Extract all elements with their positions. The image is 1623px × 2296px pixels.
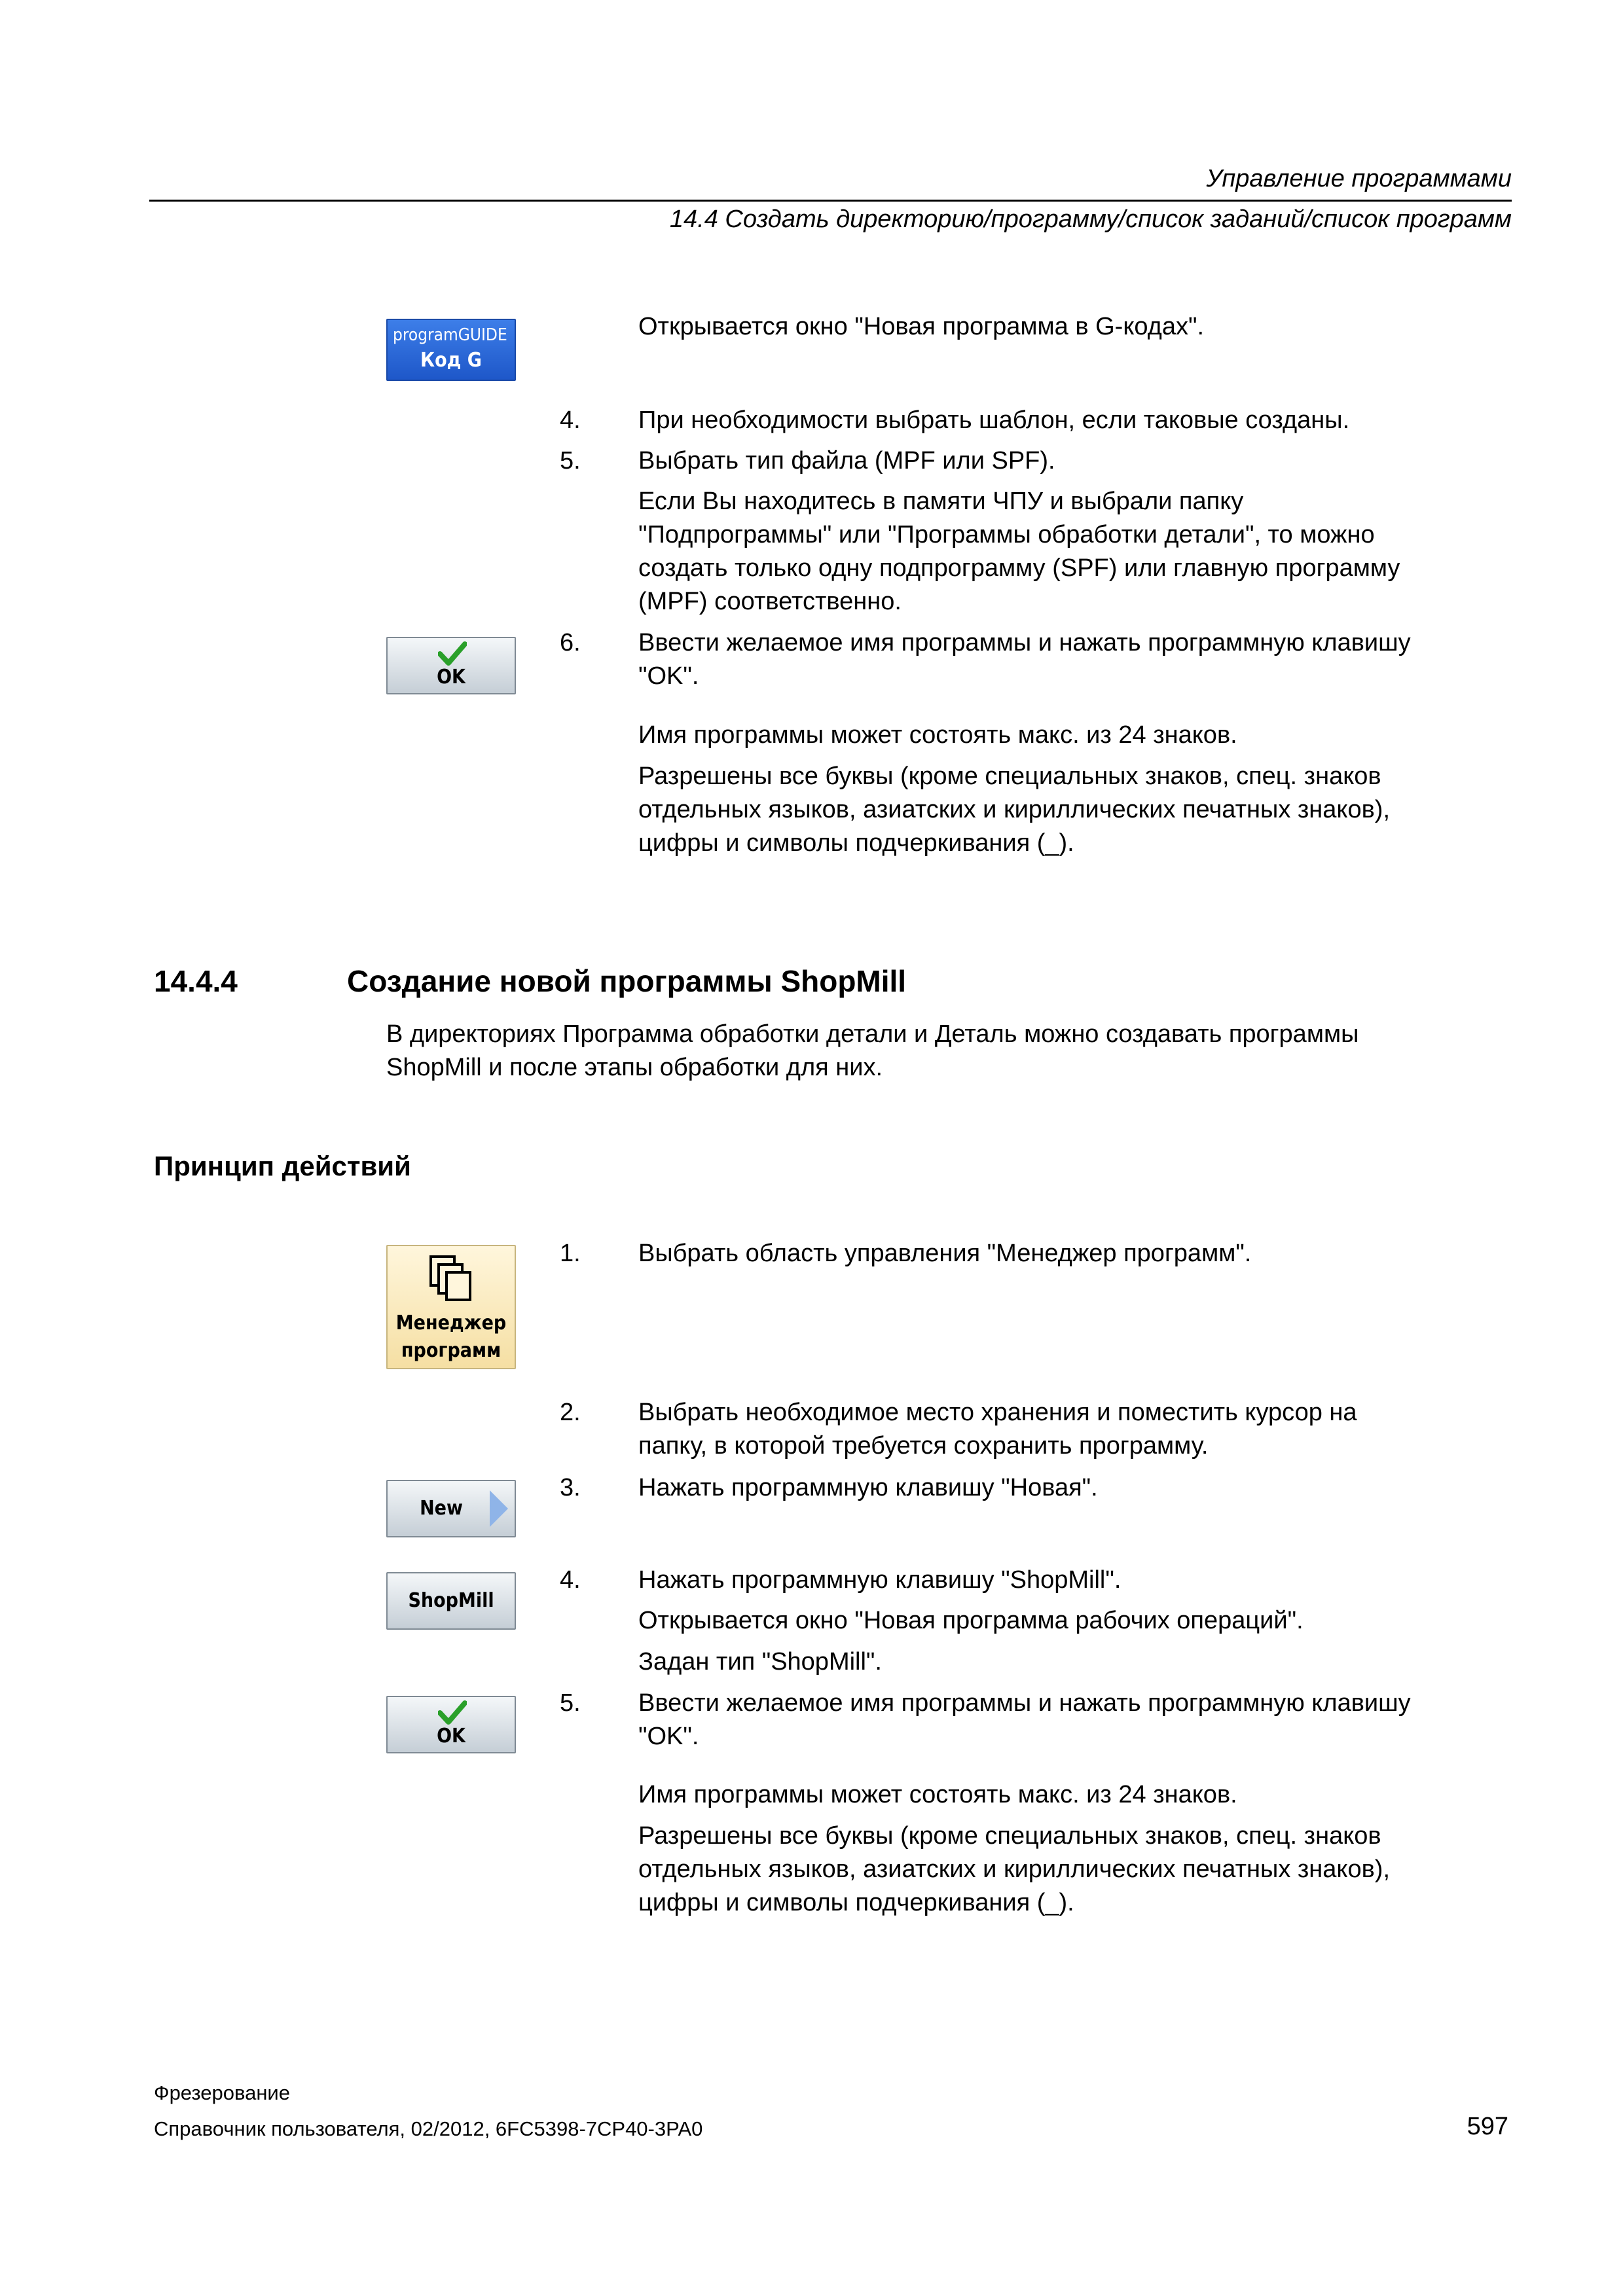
step-text: При необходимости выбрать шаблон, если таковые созданы. bbox=[638, 406, 1350, 434]
step-text: "OK". bbox=[638, 662, 699, 690]
note: Разрешены все буквы (кроме специальных знаков, спец. знаков bbox=[638, 762, 1381, 790]
section-number: 14.4.4 bbox=[154, 964, 238, 998]
step-text: Нажать программную клавишу "Новая". bbox=[638, 1474, 1098, 1501]
note: Имя программы может состоять макс. из 24 знаков. bbox=[638, 1781, 1237, 1808]
note: отдельных языков, азиатских и кириллических печатных знаков), bbox=[638, 1856, 1390, 1883]
step-number: 5. bbox=[560, 447, 581, 475]
step-text: Задан тип "ShopMill". bbox=[638, 1648, 882, 1676]
running-header-section: 14.4 Создать директорию/программу/список заданий/список программ bbox=[669, 206, 1512, 233]
note: цифры и символы подчеркивания (_). bbox=[638, 829, 1074, 857]
step-text: Ввести желаемое имя программы и нажать программную клавишу bbox=[638, 629, 1411, 656]
step-text: Ввести желаемое имя программы и нажать программную клавишу bbox=[638, 1689, 1411, 1717]
step-text: Нажать программную клавишу "ShopMill". bbox=[638, 1566, 1122, 1594]
note: отдельных языков, азиатских и кириллических печатных знаков), bbox=[638, 796, 1390, 823]
softkey-label: OK bbox=[437, 666, 465, 689]
softkey-label: ShopMill bbox=[408, 1589, 494, 1612]
header-rule bbox=[149, 200, 1512, 202]
softkey-label: OK bbox=[437, 1725, 465, 1748]
step-number: 1. bbox=[560, 1240, 581, 1267]
step-text: создать только одну подпрограмму (SPF) или главную программу bbox=[638, 554, 1400, 582]
note: Имя программы может состоять макс. из 24 знаков. bbox=[638, 721, 1237, 749]
step-number: 4. bbox=[560, 1566, 581, 1594]
section-intro: В директориях Программа обработки детали и Деталь можно создавать программы bbox=[386, 1020, 1359, 1048]
step-number: 2. bbox=[560, 1399, 581, 1426]
step-text: "OK". bbox=[638, 1723, 699, 1750]
running-header-chapter: Управление программами bbox=[1206, 165, 1512, 192]
program-manager-softkey[interactable] bbox=[386, 1245, 516, 1369]
shopmill-softkey[interactable] bbox=[386, 1572, 516, 1630]
step-number: 6. bbox=[560, 629, 581, 656]
step-text: Если Вы находитесь в памяти ЧПУ и выбрали папку bbox=[638, 488, 1244, 515]
step-text: Выбрать область управления "Менеджер программ". bbox=[638, 1240, 1252, 1267]
checkmark-icon bbox=[438, 641, 467, 667]
softkey-label: New bbox=[420, 1497, 463, 1520]
step-number: 3. bbox=[560, 1474, 581, 1501]
programguide-gcode-softkey[interactable] bbox=[386, 319, 516, 381]
section-title: Создание новой программы ShopMill bbox=[347, 964, 907, 998]
arrow-right-icon bbox=[487, 1488, 511, 1530]
documents-icon bbox=[428, 1254, 474, 1302]
ok-softkey[interactable] bbox=[386, 1696, 516, 1753]
note: Разрешены все буквы (кроме специальных знаков, спец. знаков bbox=[638, 1822, 1381, 1850]
softkey-label: Код G bbox=[420, 349, 482, 372]
step-number: 5. bbox=[560, 1689, 581, 1717]
softkey-label: программ bbox=[401, 1339, 501, 1362]
new-softkey[interactable] bbox=[386, 1480, 516, 1537]
checkmark-icon bbox=[438, 1700, 467, 1726]
page-number: 597 bbox=[1467, 2113, 1508, 2140]
step-text: Открывается окно "Новая программа рабочих операций". bbox=[638, 1607, 1304, 1634]
footer-product: Фрезерование bbox=[154, 2081, 290, 2104]
step-text: Выбрать тип файла (MPF или SPF). bbox=[638, 447, 1055, 475]
ok-softkey[interactable] bbox=[386, 637, 516, 694]
step-text: папку, в которой требуется сохранить программу. bbox=[638, 1432, 1209, 1460]
step-text: (MPF) соответственно. bbox=[638, 588, 902, 615]
step-text: "Подпрограммы" или "Программы обработки детали", то можно bbox=[638, 521, 1375, 548]
softkey-label: Менеджер bbox=[395, 1312, 507, 1335]
step-number: 4. bbox=[560, 406, 581, 434]
paragraph: Открывается окно "Новая программа в G-кодах". bbox=[638, 313, 1205, 340]
section-intro: ShopMill и после этапы обработки для них. bbox=[386, 1054, 883, 1081]
footer-document: Справочник пользователя, 02/2012, 6FC5398-7CP40-3PA0 bbox=[154, 2117, 703, 2140]
note: цифры и символы подчеркивания (_). bbox=[638, 1889, 1074, 1916]
step-text: Выбрать необходимое место хранения и поместить курсор на bbox=[638, 1399, 1357, 1426]
subheading: Принцип действий bbox=[154, 1151, 411, 1181]
softkey-label: programGUIDE bbox=[393, 325, 507, 345]
